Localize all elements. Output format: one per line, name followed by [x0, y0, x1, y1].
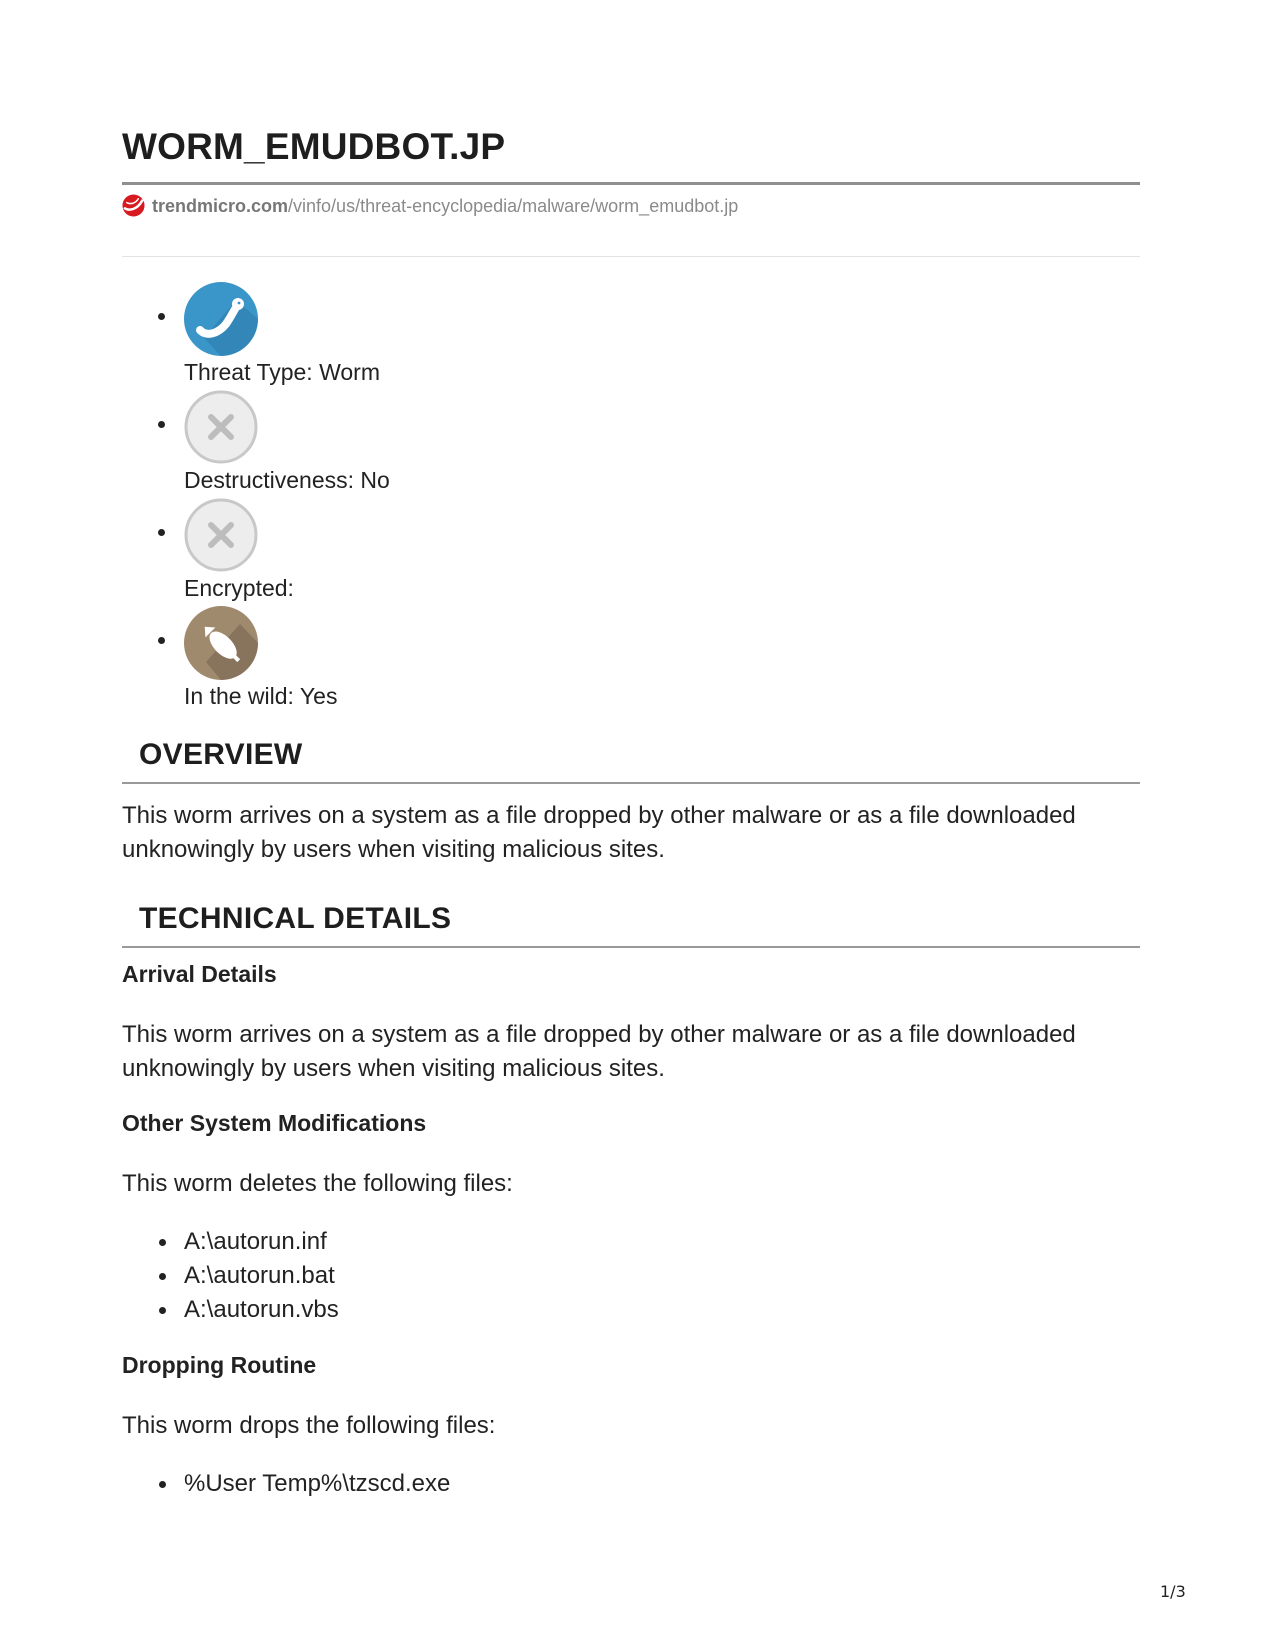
source-link[interactable]: [122, 194, 738, 217]
list-item: A:\autorun.vbs: [122, 1293, 339, 1327]
x-icon: [184, 498, 258, 572]
overview-text: This worm arrives on a system as a file dropped by other malware or as a file downloaded unknowingly by users when visiting malicious sites.: [122, 802, 1076, 863]
list-item: [122, 606, 722, 714]
worm-icon: [184, 282, 258, 356]
bomb-icon: [184, 606, 258, 680]
deleted-files-list: [122, 1225, 339, 1327]
in-the-wild-label: In the wild: Yes: [184, 683, 338, 709]
list-item: A:\autorun.inf: [122, 1225, 339, 1259]
technical-details-divider: [122, 946, 1140, 948]
destructiveness-label: Destructiveness: No: [184, 467, 390, 493]
overview-divider: [122, 782, 1140, 784]
x-icon: [184, 390, 258, 464]
threat-type-label: Threat Type: Worm: [184, 359, 380, 385]
threat-badge-list: [122, 282, 722, 714]
arrival-details-text: This worm arrives on a system as a file dropped by other malware or as a file downloaded unknowingly by users when visiting malicious sites.: [122, 1021, 1076, 1082]
source-path: /vinfo/us/threat-encyclopedia/malware/worm_emudbot.jp: [288, 196, 739, 216]
deleted-files-intro: This worm deletes the following files:: [122, 1170, 513, 1197]
dropping-routine-heading: Dropping Routine: [122, 1352, 317, 1378]
bullet: [158, 313, 165, 320]
dropped-files-list: [122, 1467, 450, 1501]
list-item: A:\autorun.bat: [122, 1259, 339, 1293]
system-modifications-heading: Other System Modifications: [122, 1110, 427, 1136]
title-divider: [122, 182, 1140, 185]
overview-heading: OVERVIEW: [139, 738, 303, 771]
source-domain: trendmicro.com: [152, 196, 289, 216]
list-item: [122, 282, 722, 390]
page-title: WORM_EMUDBOT.JP: [122, 126, 506, 167]
trendmicro-logo-icon: [122, 194, 145, 217]
list-item: [122, 498, 722, 606]
technical-details-heading: TECHNICAL DETAILS: [139, 902, 452, 935]
bullet: [158, 421, 165, 428]
list-item: %User Temp%\tzscd.exe: [122, 1467, 450, 1501]
bullet: [158, 637, 165, 644]
header-separator: [122, 256, 1140, 257]
encrypted-label: Encrypted:: [184, 575, 294, 601]
list-item: [122, 390, 722, 498]
bullet: [158, 529, 165, 536]
arrival-details-heading: Arrival Details: [122, 961, 277, 987]
dropped-files-intro: This worm drops the following files:: [122, 1412, 496, 1439]
page-number: 1/3: [1160, 1582, 1186, 1601]
